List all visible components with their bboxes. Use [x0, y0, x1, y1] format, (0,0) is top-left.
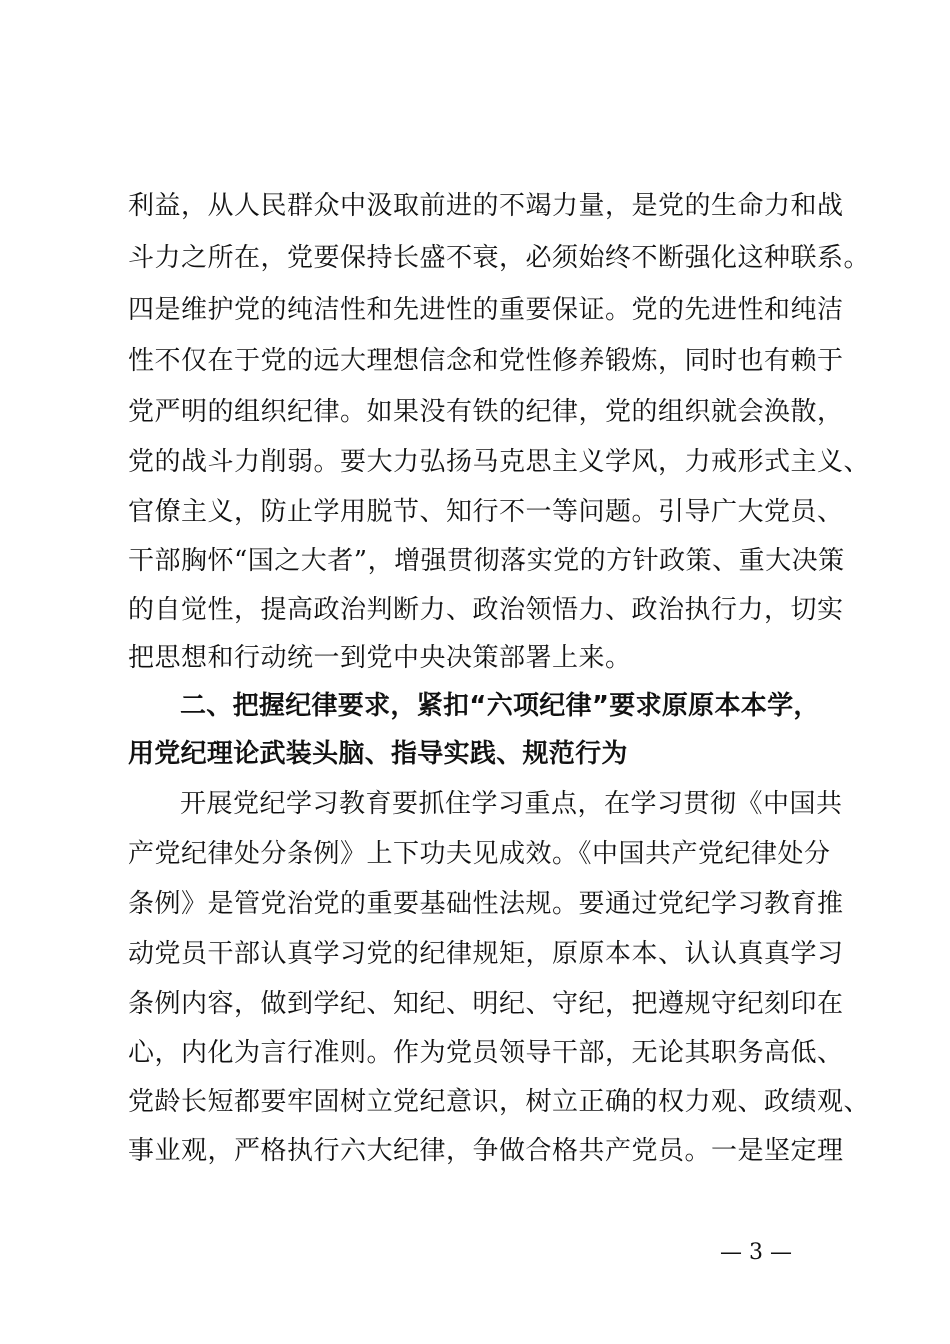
body-line-4: 性不仅在于党的远大理想信念和党性修养锻炼，同时也有赖于 [128, 346, 844, 376]
section-line-5: 条例内容，做到学纪、知纪、明纪、守纪，把遵规守纪刻印在 [128, 989, 844, 1019]
section-heading-line-1: 二、把握纪律要求，紧扣“六项纪律”要求原原本本学， [180, 691, 820, 721]
section-line-3: 条例》是管党治党的重要基础性法规。要通过党纪学习教育推 [128, 889, 844, 919]
body-line-7: 官僚主义，防止学用脱节、知行不一等问题。引导广大党员、 [128, 497, 844, 527]
body-line-3: 四是维护党的纯洁性和先进性的重要保证。党的先进性和纯洁 [128, 295, 844, 325]
section-heading-line-2: 用党纪理论武装头脑、指导实践、规范行为 [128, 739, 628, 769]
body-line-10: 把思想和行动统一到党中央决策部署上来。 [128, 643, 632, 673]
section-line-7: 党龄长短都要牢固树立党纪意识，树立正确的权力观、政绩观、 [128, 1087, 871, 1117]
body-line-1: 利益，从人民群众中汲取前进的不竭力量，是党的生命力和战 [128, 191, 844, 221]
page-number: — 3 — [720, 1240, 792, 1265]
section-line-6: 心，内化为言行准则。作为党员领导干部，无论其职务高低、 [128, 1038, 844, 1068]
section-line-8: 事业观，严格执行六大纪律，争做合格共产党员。一是坚定理 [128, 1136, 844, 1166]
section-line-2: 产党纪律处分条例》上下功夫见成效。《中国共产党纪律处分 [128, 839, 831, 869]
section-line-4: 动党员干部认真学习党的纪律规矩，原原本本、认认真真学习 [128, 939, 844, 969]
body-line-8: 干部胸怀“国之大者”，增强贯彻落实党的方针政策、重大决策 [128, 546, 845, 576]
body-line-9: 的自觉性，提高政治判断力、政治领悟力、政治执行力，切实 [128, 595, 844, 625]
section-line-1: 开展党纪学习教育要抓住学习重点，在学习贯彻《中国共 [180, 789, 843, 819]
body-line-6: 党的战斗力削弱。要大力弘扬马克思主义学风，力戒形式主义、 [128, 447, 871, 477]
body-line-5: 党严明的组织纪律。如果没有铁的纪律，党的组织就会涣散， [128, 397, 844, 427]
body-line-2: 斗力之所在，党要保持长盛不衰，必须始终不断强化这种联系。 [128, 243, 871, 273]
